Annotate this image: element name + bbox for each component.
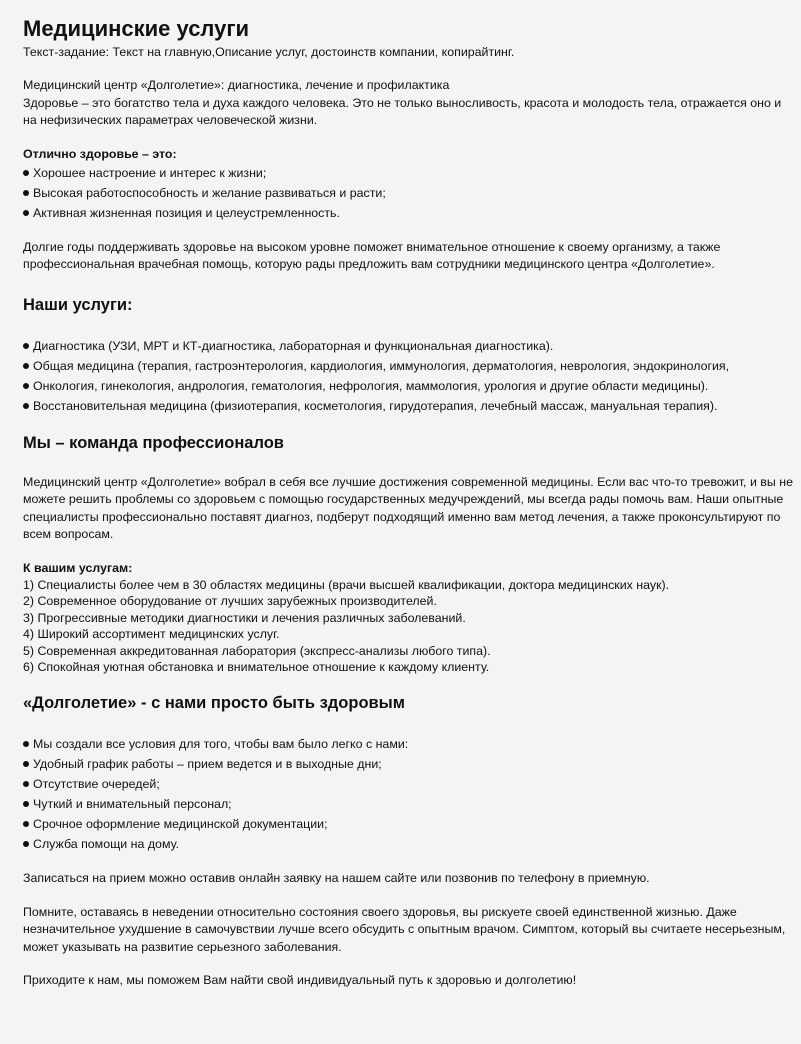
list-item: Чуткий и внимательный персонал;: [23, 794, 793, 814]
list-item: 5) Современная аккредитованная лаборатория (экспресс-анализы любого типа).: [23, 643, 491, 658]
health-label: Отлично здоровье – это:: [23, 146, 177, 161]
warning-text: Помните, оставаясь в неведении относительно состояния своего здоровья, вы рискуете своей единственной жизнью. Даже незначительное ухудшение в самочувствии лучше всего обсудить с опытным врачом. Симптом, который вы считаете несерьезным, может указывать на развитие серьезного заболевания.: [23, 904, 786, 954]
list-item: Срочное оформление медицинской документации;: [23, 814, 793, 834]
list-item: Активная жизненная позиция и целеустремленность.: [23, 203, 793, 223]
list-item: Удобный график работы – прием ведется и в выходные дни;: [23, 754, 793, 774]
easy-heading: «Долголетие» - с нами просто быть здоровым: [23, 694, 405, 713]
list-item: Онкология, гинекология, андрология, гематология, нефрология, маммология, урология и другие области медицины).: [23, 376, 793, 396]
document: [23, 14, 793, 990]
list-item: Диагностика (УЗИ, МРТ и КТ-диагностика, лабораторная и функциональная диагностика).: [23, 336, 793, 356]
team-list: [23, 577, 793, 677]
list-item: Хорошее настроение и интерес к жизни;: [23, 163, 793, 183]
list-item: 3) Прогрессивные методики диагностики и лечения различных заболеваний.: [23, 610, 466, 625]
list-item: Общая медицина (терапия, гастроэнтерология, кардиология, иммунология, дерматология, неврология, эндокринология,: [23, 356, 793, 376]
closing-text: Приходите к нам, мы поможем Вам найти свой индивидуальный путь к здоровью и долголетию!: [23, 973, 577, 988]
services-list: [23, 336, 793, 416]
list-item: 6) Спокойная уютная обстановка и внимательное отношение к каждому клиенту.: [23, 660, 490, 675]
health-closing: Долгие годы поддерживать здоровье на высоком уровне поможет внимательное отношение к своему организму, а также профессиональная врачебная помощь, которую рады предложить вам сотрудники медицинского центра «Долголетие».: [23, 239, 721, 271]
team-heading: Мы – команда профессионалов: [23, 433, 284, 452]
easy-list: [23, 734, 793, 854]
list-item: 1) Специалисты более чем в 30 областях медицины (врачи высшей квалификации, доктора медицинских наук).: [23, 577, 670, 592]
intro-lead: Медицинский центр «Долголетие»: диагностика, лечение и профилактика: [23, 78, 450, 92]
list-item: Служба помощи на дому.: [23, 834, 793, 854]
health-list: [23, 163, 793, 223]
intro-text: Здоровье – это богатство тела и духа каждого человека. Это не только выносливость, красота и молодость тела, отражается оно и на нефизических параметрах человеческой жизни.: [23, 95, 782, 127]
signup-text: Записаться на прием можно оставив онлайн заявку на нашем сайте или позвонив по телефону в приемную.: [23, 871, 650, 886]
team-label: К вашим услугам:: [23, 560, 133, 575]
list-item: Мы создали все условия для того, чтобы вам было легко с нами:: [23, 734, 793, 754]
list-item: 2) Современное оборудование от лучших зарубежных производителей.: [23, 594, 437, 609]
task-description: Текст-задание: Текст на главную,Описание услуг, достоинств компании, копирайтинг.: [23, 45, 515, 59]
list-item: 4) Широкий ассортимент медицинских услуг.: [23, 627, 280, 642]
list-item: Отсутствие очередей;: [23, 774, 793, 794]
page-title: Медицинские услуги: [23, 16, 250, 41]
services-heading: Наши услуги:: [23, 295, 133, 314]
list-item: Высокая работоспособность и желание развиваться и расти;: [23, 183, 793, 203]
list-item: Восстановительная медицина (физиотерапия, косметология, гирудотерапия, лечебный массаж, мануальная терапия).: [23, 396, 793, 416]
team-text: Медицинский центр «Долголетие» вобрал в себя все лучшие достижения современной медицины. Если вас что-то тревожит, и вы не можете решить проблемы со здоровьем с помощью государственных медучреждений, мы всегда рады помочь вам. Наши опытные специалисты профессионально поставят диагноз, подберут подходящий именно вам метод лечения, а также проконсультируют по всем вопросам.: [23, 474, 793, 541]
